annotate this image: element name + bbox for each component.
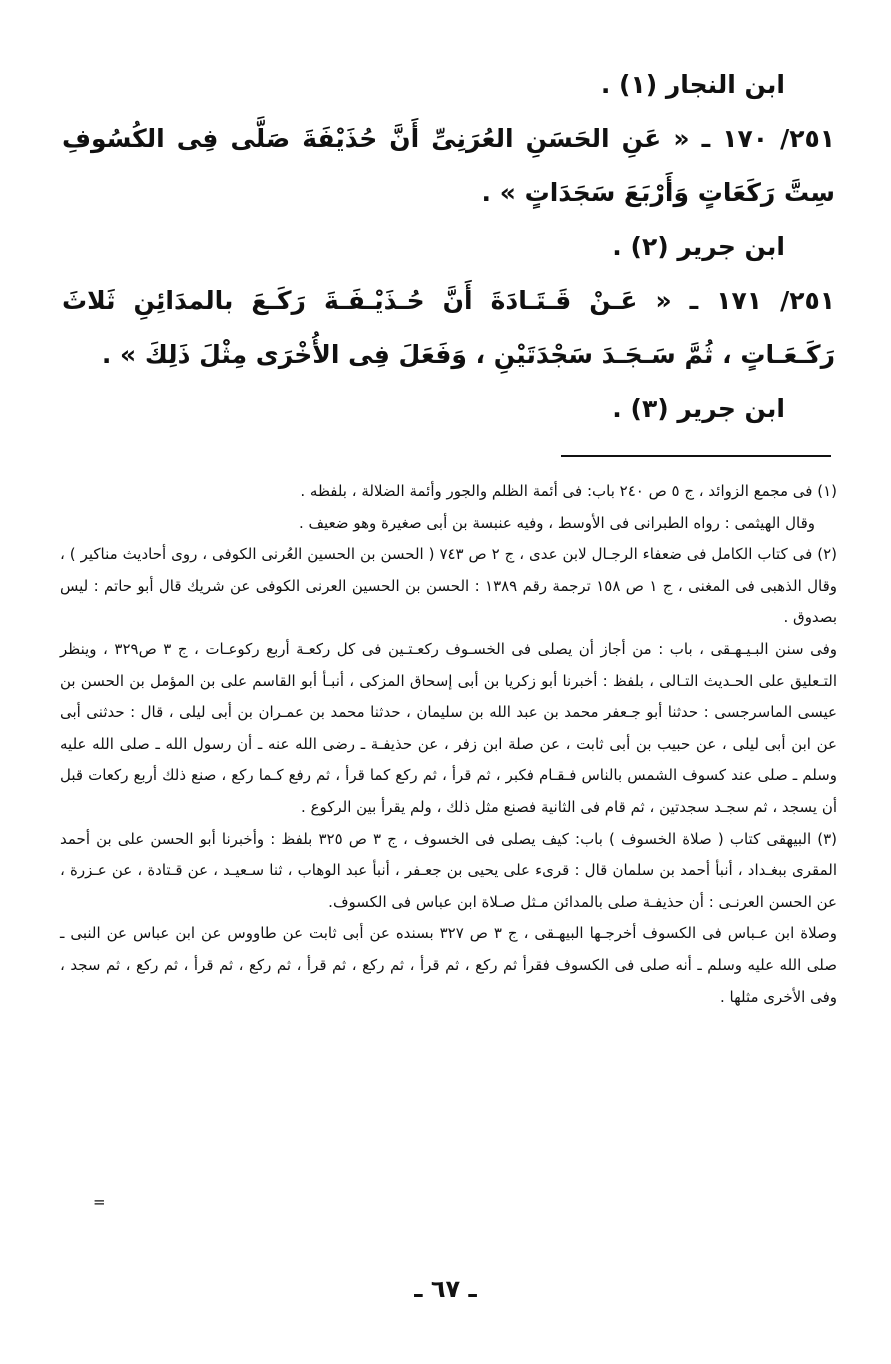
source-citation-ibn-najjar: ابن النجار (١) . bbox=[600, 70, 785, 99]
page-number: ـ ٦٧ ـ bbox=[414, 1275, 477, 1303]
source-citation-ibn-jarir-2: ابن جرير (٣) . bbox=[612, 394, 785, 423]
footnote-3: (٣) البيهقى كتاب ( صلاة الخسوف ) باب: كيف يصلى فى الخسوف ، ج ٣ ص ٣٢٥ بلفظ : وأخبرنا أبو الحسن على بن أحمد المقرى ببغـداد ، أنبأ أحمد بن سلمان قال : قرىء على يحيى بن جعـفر ، أنبأ عبد الوهاب ، ثنا سـعيـد ، عن قـتادة ، عن عـزرة ، عن الحسن العرنـى : أن حذيفـة صلى بالمدائن مـثل صـلاة ابن عباس فى الكسوف. bbox=[60, 829, 838, 911]
footnote-3-continued: وصلاة ابن عـباس فى الكسوف أخرجـها البيهـقى ، ج ٣ ص ٣٢٧ بسنده عن أبى ثابت عن طاووس عن ابن عباس عن النبى ـ صلى الله عليه وسلم ـ أنه صلى فى الكسوف فقرأ ثم ركع ، ثم قرأ ، ثم ركع ، ثم قرأ ، ثم ركع ، ثم قرأ ، ثم ركع ، ثم سجد ، وفى الأخرى مثلها . bbox=[60, 924, 838, 1006]
footnotes-block bbox=[60, 476, 837, 1013]
footnote-1-continued: وقال الهيثمى : رواه الطبرانى فى الأوسط ، وفيه عنبسة بن أبى صغيرة وهو ضعيف . bbox=[298, 513, 815, 532]
main-text-block bbox=[62, 58, 835, 436]
footnote-1: (١) فى مجمع الزوائد ، ج ٥ ص ٢٤٠ باب: فى أئمة الظلم والجور وأئمة الضلالة ، بلفظه . bbox=[300, 482, 837, 500]
continuation-mark: = bbox=[93, 1193, 106, 1211]
footnote-2-continued: وفى سنن البـيـهـقى ، باب : من أجاز أن يصلى فى الخسـوف ركعـتـين فى كل ركعـة أربع ركوعـات ، ج ٣ ص٣٢٩ ، وينظر التـعليق على الحـديث التـالى ، بلفظ : أخبرنا أبو زكريا بن أبى إسحاق المزكى ، أنبـأ أبو القاسم على بن المؤمل بن الحسن بن عيسى الماسرجسى : حدثنا أبو جـعفر محمد بن عبد الله بن سليمان ، حدثنا محمد بن عمـران بن أبى ليلى ، قال : حدثنى أبى عن ابن أبى ليلى ، عن حبيب بن أبى ثابت ، عن صلة ابن زفر ، عن حذيفـة ـ رضى الله عنه ـ أن رسول الله ـ صلى الله عليه وسلم ـ صلى عند كسوف الشمس بالناس فـقـام فكبر ، ثم قرأ ، ثم ركع كما قرأ ، ثم رفع كـما ركع ، صنع ذلك أربع ركعات قبل أن يسجد ، ثم سجـد سجدتين ، ثم قام فى الثانية فصنع مثل ذلك ، ولم يقرأ بين الركوع . bbox=[60, 639, 837, 816]
hadith-170: ٢٥١/ ١٧٠ ـ « عَنِ الحَسَنِ العُرَنِىِّ أَنَّ حُذَيْفَةَ صَلَّى فِى الكُسُوفِ سِتَّ رَكَعَاتٍ وَأَرْبَعَ سَجَدَاتٍ » . bbox=[62, 124, 835, 207]
footnote-divider bbox=[561, 455, 831, 457]
footnote-2: (٢) فى كتاب الكامل فى ضعفاء الرجـال لابن عدى ، ج ٢ ص ٧٤٣ ( الحسن بن الحسين العُرنى الكوفى ، روى أحاديث مناكير ) ، وقال الذهبى فى المغنى ، ج ١ ص ١٥٨ ترجمة رقم ١٣٨٩ : الحسن بن الحسين العرنى الكوفى عن شريك قال أبو حاتم : ليس بصدوق . bbox=[60, 545, 838, 627]
hadith-171: ٢٥١/ ١٧١ ـ « عَـنْ قَـتَـادَةَ أَنَّ حُـذَيْـفَـةَ رَكَـعَ بالمدَائِنِ ثَلاثَ رَكَـعَـاتٍ ، ثُمَّ سَـجَـدَ سَجْدَتَيْنِ ، وَفَعَلَ فِى الأُخْرَى مِثْلَ ذَلِكَ » . bbox=[62, 286, 835, 369]
source-citation-ibn-jarir-1: ابن جرير (٢) . bbox=[612, 232, 785, 261]
